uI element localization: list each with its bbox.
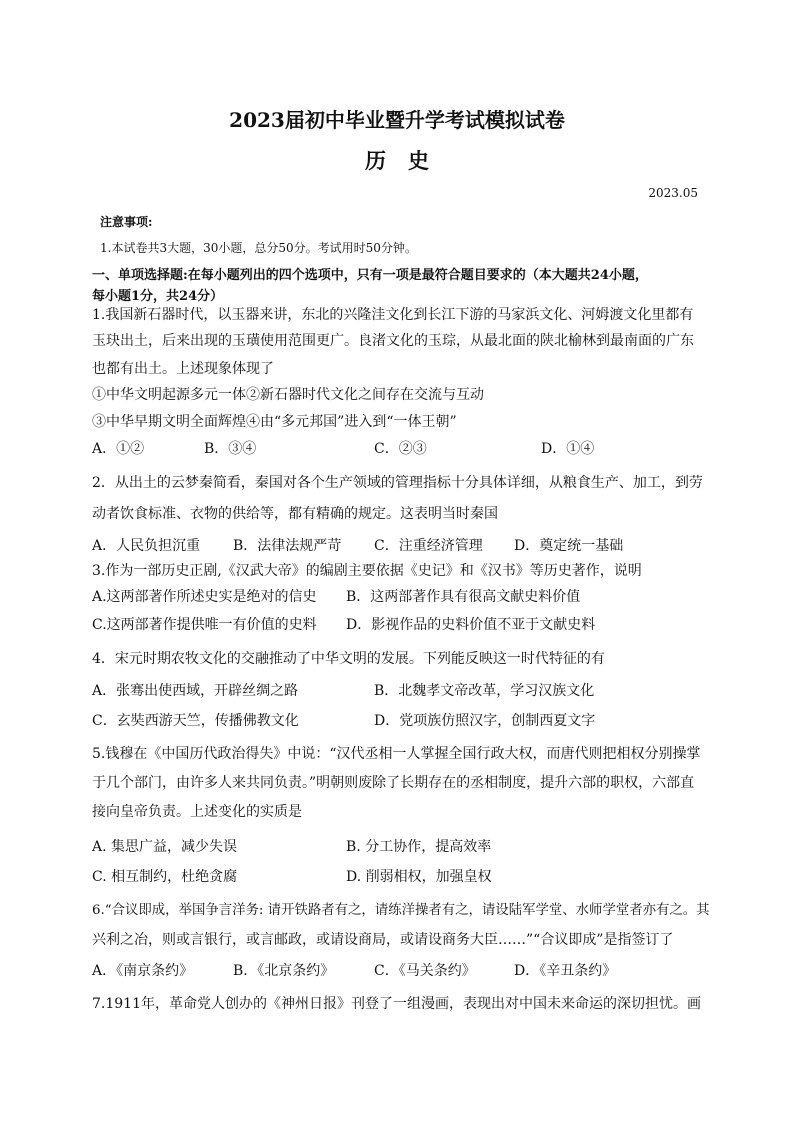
- option-d[interactable]: D．①④: [541, 441, 595, 457]
- subject-title: 历史: [365, 148, 451, 173]
- question-line: 1.我国新石器时代，以玉器来讲，东北的兴隆洼文化到长江下游的马家浜文化、河姆渡文化里都有: [92, 307, 694, 323]
- notes-item-1: 1.本试卷共3大题，30小题，总分50分。考试用时50分钟。: [100, 241, 417, 255]
- option-a[interactable]: A．人民负担沉重: [92, 538, 201, 554]
- question-line: 兴利之冶，则或言银行，或言邮政，或请设商局，或请设商务大臣……”“合议即成”是指签订了: [92, 932, 674, 948]
- question-line: 接向皇帝负责。上述变化的实质是: [92, 804, 302, 820]
- option-a[interactable]: A．《南京条约》: [92, 963, 194, 979]
- option-c[interactable]: C.这两部著作提供唯一有价值的史料: [92, 617, 317, 633]
- option-d[interactable]: D．影视作品的史料价值不亚于文献史料: [346, 617, 596, 633]
- question-statement: ③中华早期文明全面辉煌④由“多元邦国”进入到“一体王朝”: [92, 414, 457, 430]
- section-1-heading: 一、单项选择题:在每小题列出的四个选项中，只有一项是最符合题目要求的（本大题共24小题，: [92, 268, 648, 283]
- option-a[interactable]: A.这两部著作所述史实是绝对的信史: [92, 589, 317, 605]
- option-c[interactable]: C．玄奘西游天竺，传播佛教文化: [92, 713, 299, 729]
- option-c[interactable]: C. 相互制约，杜绝贪腐: [92, 869, 238, 885]
- option-b[interactable]: B．③④: [204, 441, 257, 457]
- question-line: 玉玦出土，后来出现的玉璜使用范围更广。良渚文化的玉琮，从最北面的陕北榆林到最南面的广东: [92, 333, 694, 349]
- exam-title: 2023届初中毕业暨升学考试模拟试卷: [229, 108, 565, 132]
- option-d[interactable]: D．《辛丑条约》: [514, 963, 617, 979]
- question-line: 6.“合议即成，举国争言洋务: 请开铁路者有之，请练洋操者有之，请设陆军学堂、水师学堂者亦有之。其: [92, 903, 710, 918]
- option-d[interactable]: D．党项族仿照汉字，创制西夏文字: [374, 713, 596, 729]
- question-4-stem: 4．宋元时期农牧文化的交融推动了中华文明的发展。下列能反映这一时代特征的有: [92, 651, 605, 667]
- question-line: 也都有出土。上述现象体现了: [92, 361, 274, 377]
- question-line: 2．从出土的云梦秦简看，秦国对各个生产领域的管理指标十分具体详细，从粮食生产、加工，到劳: [92, 475, 703, 491]
- option-b[interactable]: B．这两部著作具有很高文献史料价值: [346, 589, 581, 605]
- question-line: 5.钱穆在《中国历代政治得失》中说：“汉代丞相一人掌握全国行政大权，而唐代则把相权分别操掌: [92, 746, 701, 762]
- option-c[interactable]: C．②③: [374, 441, 427, 457]
- option-c[interactable]: C．注重经济管理: [374, 538, 483, 554]
- option-d[interactable]: D．奠定统一基础: [514, 538, 624, 554]
- section-1-heading-cont: 每小题1分，共24分）: [92, 289, 224, 304]
- option-a[interactable]: A．①②: [92, 441, 145, 457]
- option-b[interactable]: B．法律法规严苛: [233, 538, 342, 554]
- question-statement: ①中华文明起源多元一体②新石器时代文化之间存在交流与互动: [92, 387, 484, 403]
- option-c[interactable]: C．《马关条约》: [374, 963, 476, 979]
- question-3-stem: 3.作为一部历史正剧,《汉武大帝》的编剧主要依据《史记》和《汉书》等历史著作，说明: [92, 563, 642, 579]
- notes-heading: 注意事项:: [100, 215, 153, 229]
- question-line: 动者饮食标准、衣物的供给等，都有精确的规定。这表明当时秦国: [92, 506, 498, 522]
- option-b[interactable]: B. 分工协作，提高效率: [346, 839, 492, 855]
- question-line: 于几个部门，由许多人来共同负责。”明朝则废除了长期存在的丞相制度，提升六部的职权，六部直: [92, 775, 695, 791]
- option-b[interactable]: B．北魏孝文帝改革，学习汉族文化: [374, 683, 595, 699]
- option-a[interactable]: A. 集思广益，减少失误: [92, 839, 238, 855]
- option-a[interactable]: A．张骞出使西域，开辟丝绸之路: [92, 683, 299, 699]
- option-b[interactable]: B．《北京条约》: [233, 963, 335, 979]
- option-d[interactable]: D. 削弱相权，加强皇权: [346, 869, 492, 885]
- exam-date: 2023.05: [648, 186, 698, 200]
- question-7-stem: 7.1911年，革命党人创办的《神州日报》刊登了一组漫画，表现出对中国未来命运的深切担忧。画: [92, 996, 701, 1012]
